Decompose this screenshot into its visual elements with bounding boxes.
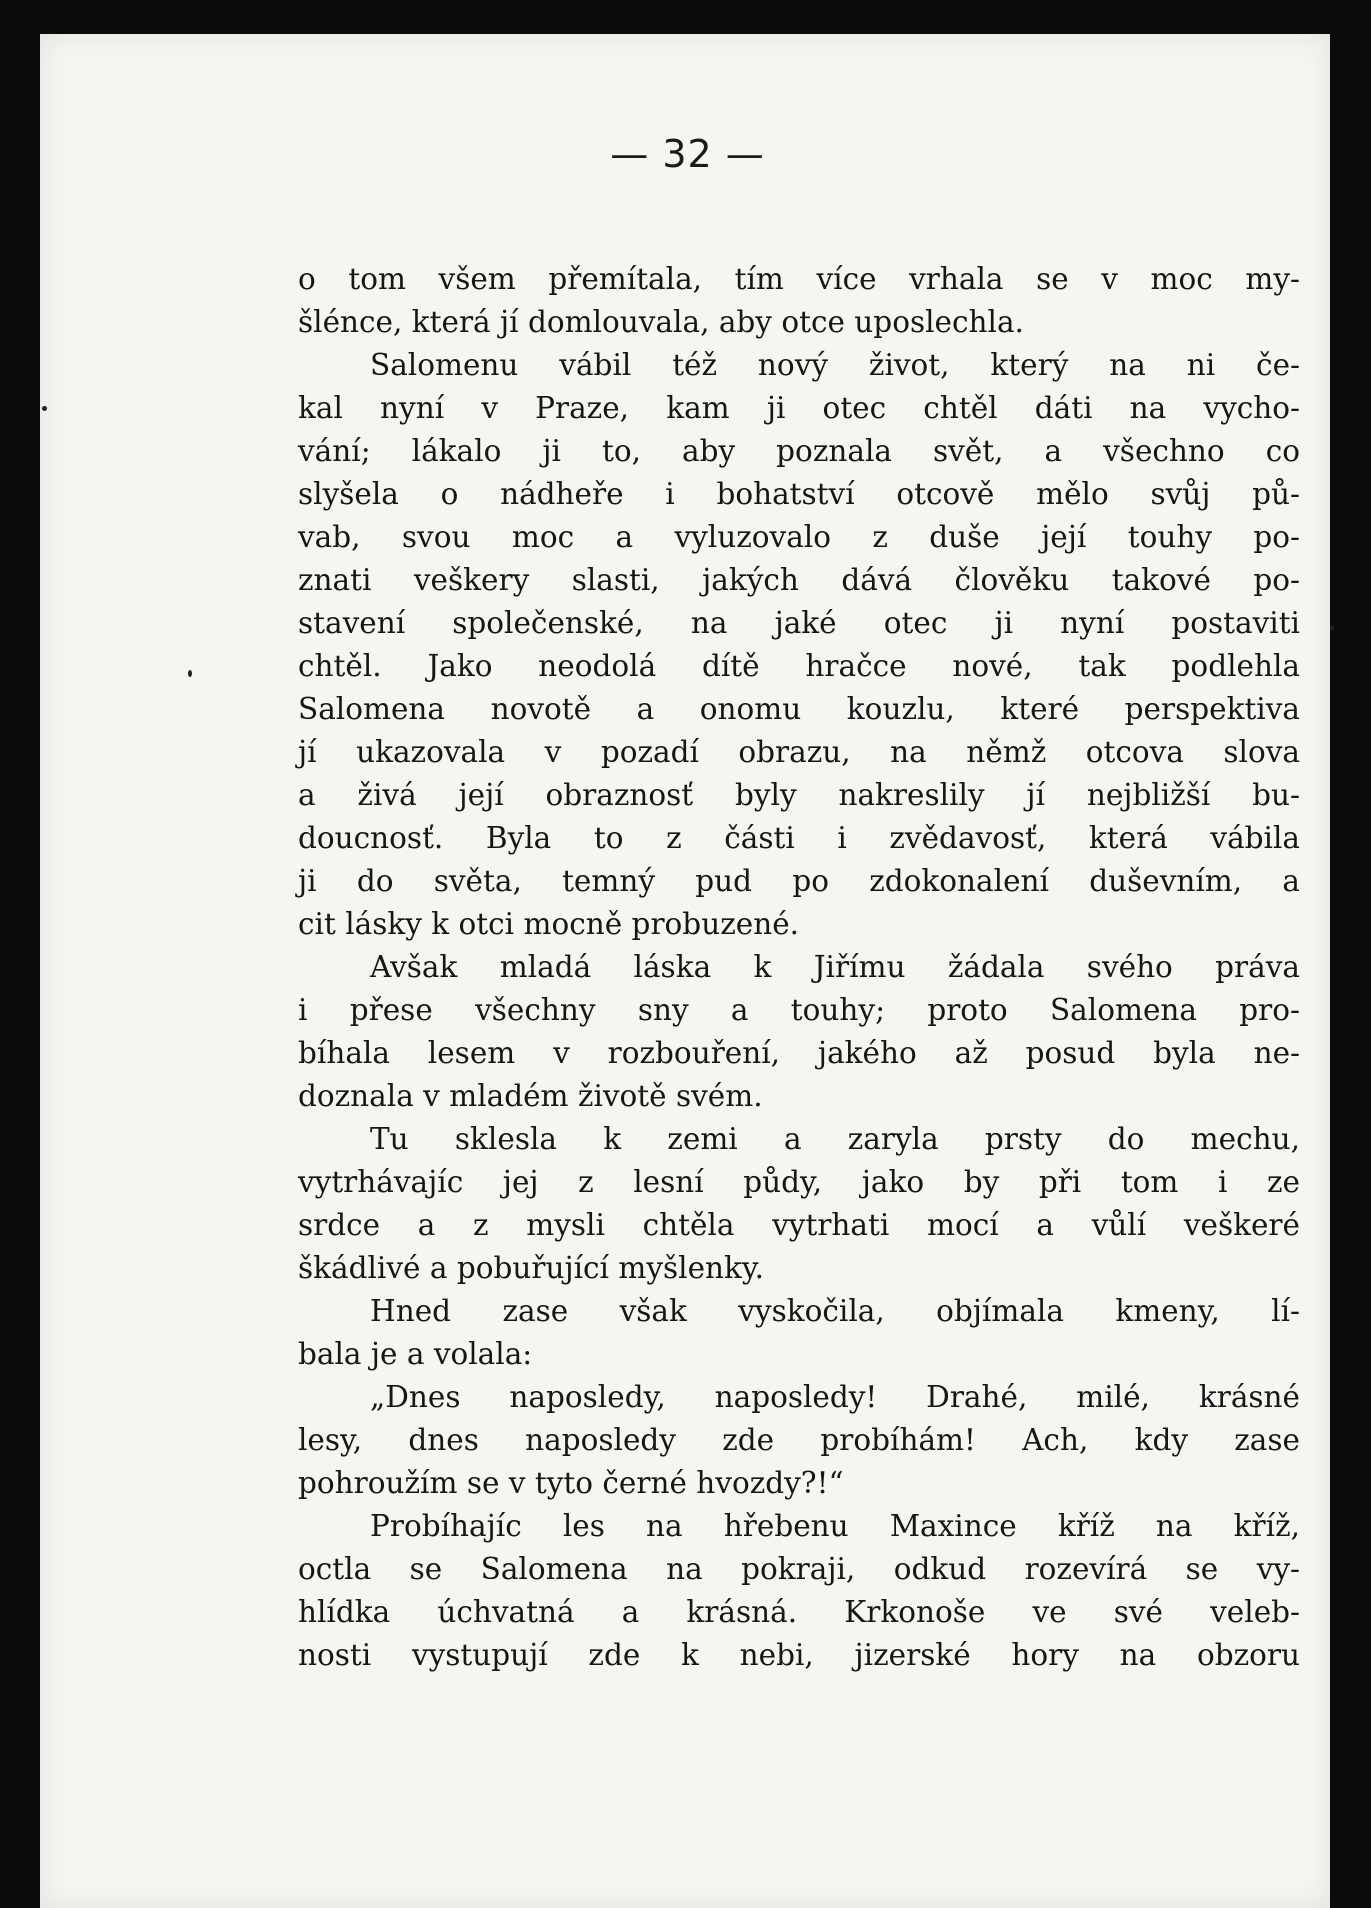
text-line: slyšela o nádheře i bohatství otcově mělo svůj pů- xyxy=(298,477,1300,511)
text-line: lesy, dnes naposledy zde probíhám! Ach, kdy zase xyxy=(298,1423,1300,1457)
text-line: vab, svou moc a vyluzovalo z duše její touhy po- xyxy=(298,520,1300,554)
text-line: kal nyní v Praze, kam ji otec chtěl dáti na vycho- xyxy=(298,391,1300,425)
text-line: a živá její obraznosť byly nakreslily jí nejbližší bu- xyxy=(298,778,1300,812)
text-line: hlídka úchvatná a krásná. Krkonoše ve své veleb- xyxy=(298,1595,1300,1629)
text-line: znati veškery slasti, jakých dává člověku takové po- xyxy=(298,563,1300,597)
text-line: vání; lákalo ji to, aby poznala svět, a všechno co xyxy=(298,434,1300,468)
text-line: stavení společenské, na jaké otec ji nyní postaviti xyxy=(298,606,1300,640)
text-line: srdce a z mysli chtěla vytrhati mocí a vůlí veškeré xyxy=(298,1208,1300,1242)
text-line: o tom všem přemítala, tím více vrhala se v moc my- xyxy=(298,262,1300,296)
text-line: „Dnes naposledy, naposledy! Drahé, milé, krásné xyxy=(370,1380,1300,1414)
text-line: šlénce, která jí domlouvala, aby otce uposlechla. xyxy=(298,305,1024,339)
text-line: octla se Salomena na pokraji, odkud rozevírá se vy- xyxy=(298,1552,1300,1586)
text-line: Hned zase však vyskočila, objímala kmeny, lí- xyxy=(370,1294,1300,1328)
text-line: nosti vystupují zde k nebi, jizerské hory na obzoru xyxy=(298,1638,1300,1672)
text-line: doucnosť. Byla to z části i zvědavosť, která vábila xyxy=(298,821,1300,855)
text-line: Probíhajíc les na hřebenu Maxince kříž na kříž, xyxy=(370,1509,1300,1543)
text-line: bala je a volala: xyxy=(298,1337,533,1371)
text-line: škádlivé a pobuřující myšlenky. xyxy=(298,1251,765,1285)
text-line: jí ukazovala v pozadí obrazu, na němž otcova slova xyxy=(298,735,1300,769)
text-line: bíhala lesem v rozbouření, jakého až posud byla ne- xyxy=(298,1036,1300,1070)
body-text xyxy=(298,258,1300,1677)
text-line: vytrhávajíc jej z lesní půdy, jako by při tom i ze xyxy=(298,1165,1300,1199)
text-line: Salomena novotě a onomu kouzlu, které perspektiva xyxy=(298,692,1300,726)
text-line: Tu sklesla k zemi a zaryla prsty do mechu, xyxy=(370,1122,1300,1156)
text-line: doznala v mladém životě svém. xyxy=(298,1079,763,1113)
book-page xyxy=(40,34,1330,1908)
text-line: ji do světa, temný pud po zdokonalení duševním, a xyxy=(298,864,1300,898)
page-number: — 32 — xyxy=(610,132,765,176)
text-line: chtěl. Jako neodolá dítě hračce nové, tak podlehla xyxy=(298,649,1300,683)
text-line: i přese všechny sny a touhy; proto Salomena pro- xyxy=(298,993,1300,1027)
text-line: pohroužím se v tyto černé hvozdy?!“ xyxy=(298,1466,844,1500)
text-line: cit lásky k otci mocně probuzené. xyxy=(298,907,800,941)
text-line: Avšak mladá láska k Jiřímu žádala svého práva xyxy=(370,950,1300,984)
text-line: Salomenu vábil též nový život, který na ni če- xyxy=(370,348,1300,382)
